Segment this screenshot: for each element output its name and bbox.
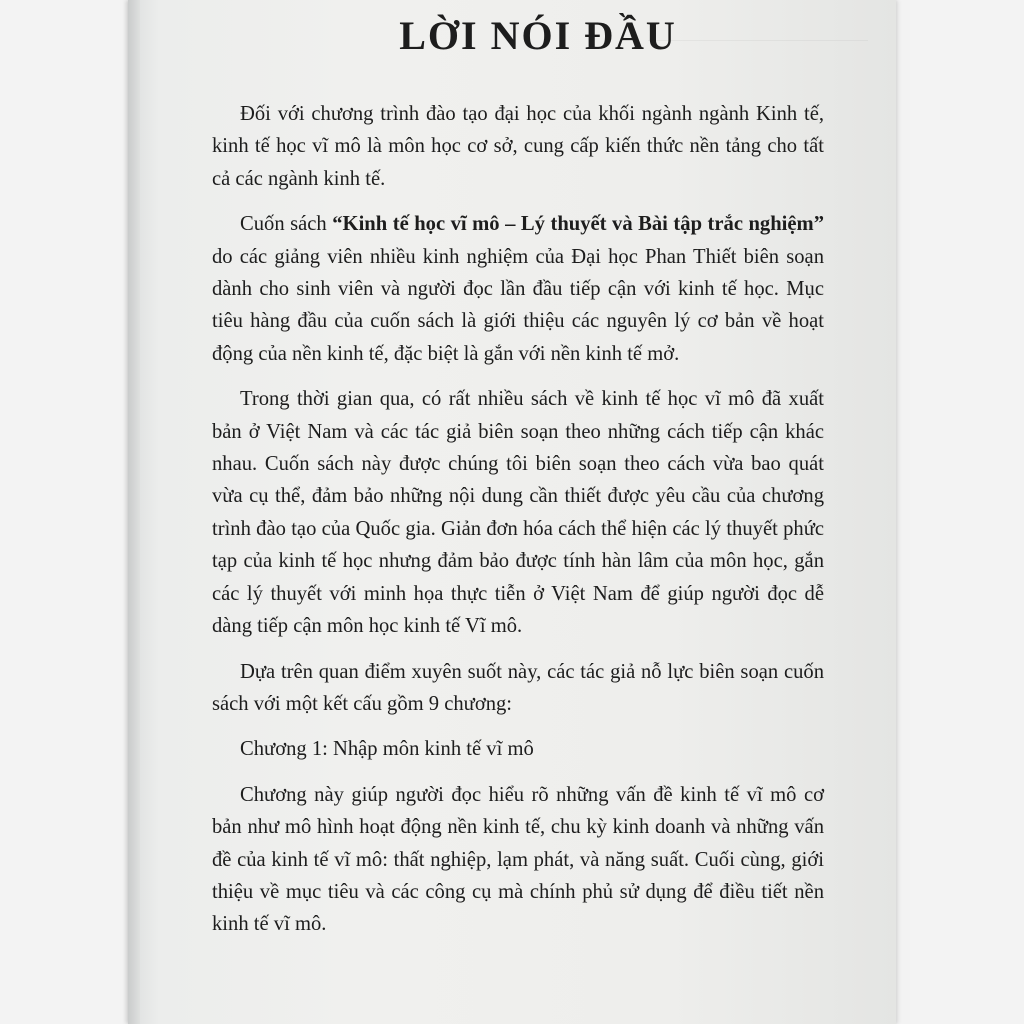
paragraph-approach: Trong thời gian qua, có rất nhiều sách về kinh tế học vĩ mô đã xuất bản ở Việt Nam và các tác giả biên soạn theo những cách tiếp cận khác nhau. Cuốn sách này được chúng tôi biên soạn theo cách vừa bao quát vừa cụ thể, đảm bảo những nội dung cần thiết được yêu cầu của chương trình đào tạo của Quốc gia. Giản đơn hóa cách thể hiện các lý thuyết phức tạp của kinh tế học nhưng đảm bảo được tính hàn lâm của môn học, gắn các lý thuyết với minh họa thực tiễn ở Việt Nam để giúp người đọc dễ dàng tiếp cận môn học kinh tế Vĩ mô. — [212, 388, 824, 638]
paragraph-intro: Đối với chương trình đào tạo đại học của khối ngành ngành Kinh tế, kinh tế học vĩ mô là môn học cơ sở, cung cấp kiến thức nền tảng cho tất cả các ngành kinh tế. — [212, 103, 824, 190]
paragraph-book-description — [212, 208, 824, 370]
paragraph-rest-text: do các giảng viên nhiều kinh nghiệm của Đại học Phan Thiết biên soạn dành cho sinh viên và người đọc lần đầu tiếp cận với kinh tế học. Mục tiêu hàng đầu của cuốn sách là giới thiệu các nguyên lý cơ bản về hoạt động của nền kinh tế, đặc biệt là gắn với nền kinh tế mở. — [212, 245, 824, 365]
book-page — [128, 0, 896, 1024]
book-title: “Kinh tế học vĩ mô – Lý thuyết và Bài tập trắc nghiệm” — [332, 213, 824, 236]
page-content — [212, 10, 824, 941]
page-edge — [128, 0, 140, 1024]
paragraph-lead-text: Cuốn sách — [240, 213, 333, 236]
paragraph-structure: Dựa trên quan điểm xuyên suốt này, các tác giả nỗ lực biên soạn cuốn sách với một kết cấu gồm 9 chương: — [212, 660, 824, 715]
page-title: LỜI NÓI ĐẦU — [399, 13, 677, 58]
paragraph-chapter-1-summary: Chương này giúp người đọc hiểu rõ những vấn đề kinh tế vĩ mô cơ bản như mô hình hoạt động nền kinh tế, chu kỳ kinh doanh và những vấn đề của kinh tế vĩ mô: thất nghiệp, lạm phát, và năng suất. Cuối cùng, giới thiệu về mục tiêu và các công cụ mà chính phủ sử dụng để điều tiết nền kinh tế vĩ mô. — [212, 783, 824, 936]
chapter-1-heading: Chương 1: Nhập môn kinh tế vĩ mô — [240, 738, 534, 761]
